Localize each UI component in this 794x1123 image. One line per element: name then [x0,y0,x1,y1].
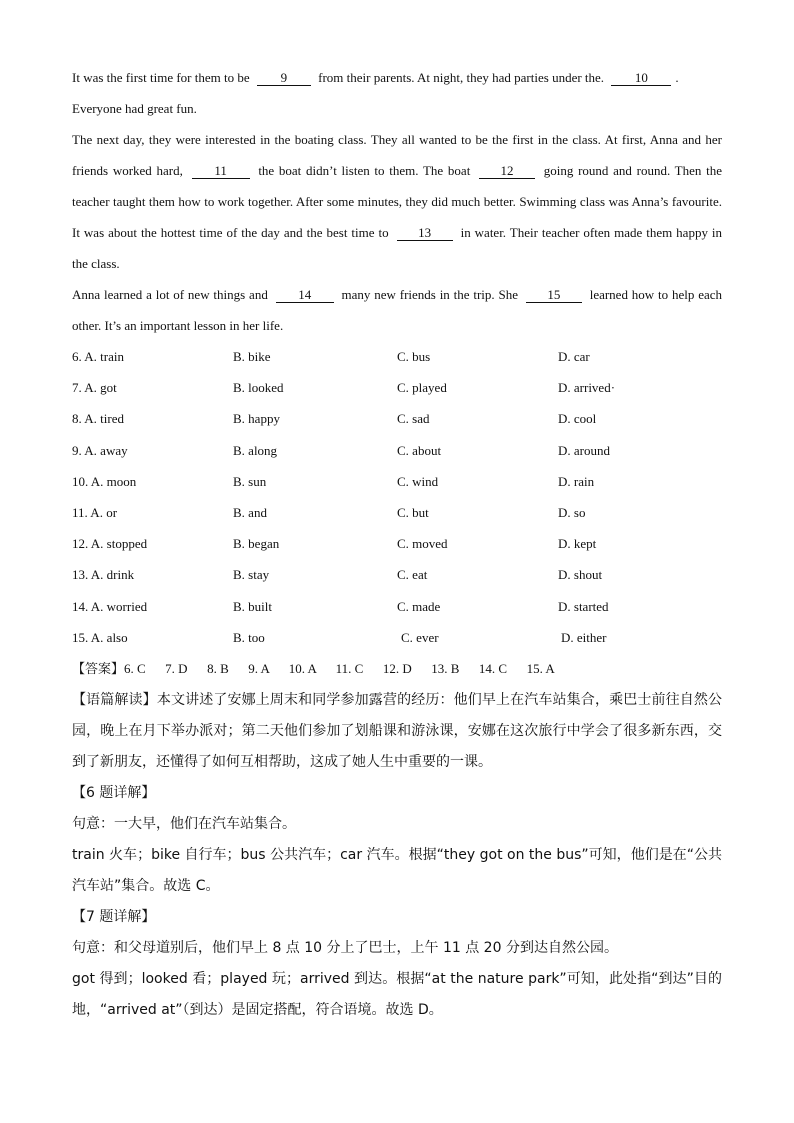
q6-meaning: 句意：一大早，他们在汽车站集合。 [72,815,296,832]
q7-heading: 【7 题详解】 [72,908,156,925]
option-a: 8. A. tired [72,411,124,427]
option-row-15 [72,622,722,653]
passage-text: in water. Their teacher often made them happy in the class. [72,225,723,271]
passage-text: Anna learned a lot of new things and [72,287,268,302]
blank-10: 10 [611,71,671,86]
passage-analysis [72,685,722,778]
passage-text: The next day, they were interested in the boating class. They all wanted to be the first in the class. At first, Anna and her friends worked hard, [72,132,722,178]
passage-text: It was the first time for them to be [72,70,250,85]
option-b: B. began [233,536,280,552]
option-d: D. car [558,349,590,364]
option-a: 14. A. worried [72,598,148,614]
option-b: B. built [233,598,273,614]
passage-text: . [675,70,679,85]
option-a: 12. A. stopped [72,536,148,552]
option-d: D. rain [558,473,595,489]
option-c: C. ever [401,629,439,645]
blank-12: 12 [479,164,535,179]
option-a: 9. A. away [72,442,128,458]
passage-paragraph-3 [72,279,722,341]
option-a: 11. A. or [72,504,118,520]
option-c: C. made [397,598,441,614]
passage-text: Everyone had great fun. [72,101,197,116]
document-page [72,62,722,1026]
blank-9: 9 [257,71,311,86]
option-d: D. arrived· [558,380,616,396]
option-b: B. stay [233,567,270,583]
option-d: D. kept [558,536,597,552]
option-d: D. so [558,504,586,520]
option-c: C. moved [397,536,448,552]
option-row-14 [72,591,722,622]
q6-detail: train 火车；bike 自行车；bus 公共汽车；car 汽车。根据“they got on the bus”可知，他们是在“公共汽车站”集合。故选 C。 [72,846,722,894]
option-b: B. and [233,504,267,520]
option-a: 7. A. got [72,380,117,396]
option-b: B. happy [233,411,280,427]
option-d: D. around [558,442,610,458]
blank-15: 15 [526,288,582,303]
option-row-12 [72,528,722,559]
option-row-9 [72,435,722,466]
options-list [72,341,722,653]
option-c: C. eat [397,567,428,583]
blank-14: 14 [276,288,334,303]
analysis-text: 本文讲述了安娜上周末和同学参加露营的经历：他们早上在汽车站集合，乘巴士前往自然公园，晚上在月下举办派对；第二天他们参加了划船课和游泳课，安娜在这次旅行中学会了很多新东西，交到了新朋友，还懂得了如何互相帮助，这成了她人生中重要的一课。 [72,691,723,770]
option-c: C. about [397,442,442,458]
option-row-13 [72,559,722,590]
option-a: 10. A. moon [72,473,137,489]
option-d: D. either [561,629,607,645]
option-row-11 [72,497,722,528]
answer-key [72,653,722,685]
passage-text: the boat didn’t listen to them. The boat [258,163,471,178]
option-c: C. sad [397,411,430,427]
option-a: 15. A. also [72,629,128,645]
option-a: 6. A. train [72,349,124,364]
option-c: C. played [397,380,447,396]
option-d: D. cool [558,411,597,427]
option-c: C. bus [397,349,431,364]
option-c: C. wind [397,473,439,489]
passage-paragraph-2 [72,124,722,279]
passage-text: learned how to help each other. It’s an important lesson in her life. [72,287,723,333]
option-row-10 [72,466,722,497]
option-b: B. sun [233,473,267,489]
option-row-6 [72,341,722,372]
passage-paragraph-1 [72,62,722,124]
option-row-8 [72,403,722,434]
passage-text: from their parents. At night, they had parties under the. [318,70,605,85]
blank-11: 11 [192,164,250,179]
option-c: C. but [397,504,429,520]
option-b: B. too [233,629,265,645]
q6-heading: 【6 题详解】 [72,784,156,801]
option-b: B. along [233,442,278,458]
option-row-7 [72,372,722,403]
option-b: B. looked [233,380,284,396]
option-a: 13. A. drink [72,567,135,583]
answer-text: 6. C 7. D 8. B 9. A 10. A 11. C 12. D 13. B 14. C 15. A [124,660,555,676]
q7-meaning: 句意：和父母道别后，他们早上 8 点 10 分上了巴士，上午 11 点 20 分到达自然公园。 [72,939,618,956]
option-d: D. started [558,598,609,614]
passage-text: going round and round. Then the teacher taught them how to work together. After some minutes, they did much better. Swimming class was Anna’s favourite. It was about the hottest time of the day and the best time to [72,163,722,240]
passage-text: many new friends in the trip. She [341,287,519,302]
answer-label: 【答案】 [72,661,125,677]
q7-detail: got 得到；looked 看；played 玩；arrived 到达。根据“at the nature park”可知，此处指“到达”目的地，“arrived at”（到达）是固定搭配，符合语境。故选 D。 [72,970,722,1018]
option-d: D. shout [558,567,603,583]
option-b: B. bike [233,349,271,364]
analysis-label: 【语篇解读】 [72,691,157,708]
blank-13: 13 [397,226,453,241]
